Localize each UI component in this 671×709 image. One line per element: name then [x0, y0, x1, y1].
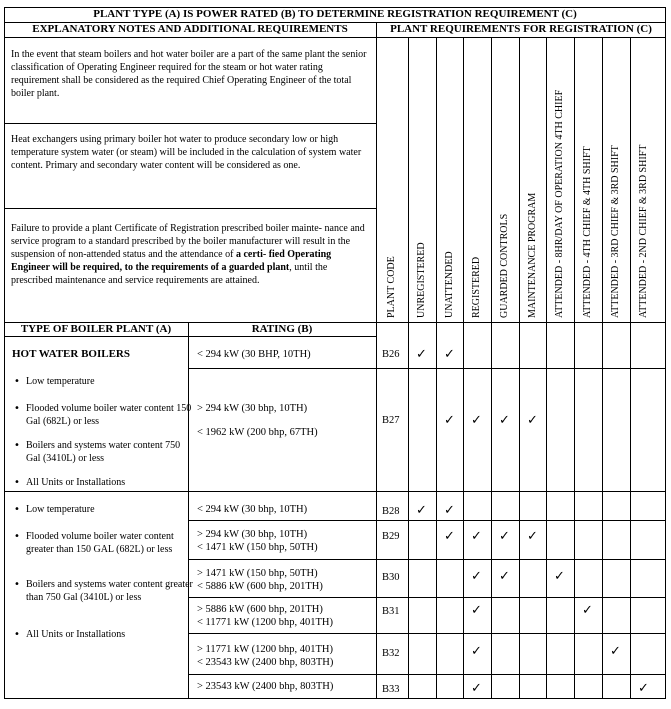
rating-cell: < 1962 kW (200 bhp, 67TH)	[197, 427, 318, 438]
col-guarded-controls: GUARDED CONTROLS	[499, 213, 510, 318]
list-item: • Boilers and systems water content 750 Gal (3410L) or less	[26, 439, 194, 465]
rule	[188, 368, 666, 369]
note-heat-exchangers: Heat exchangers using primary boiler hot water to produce secondary low or high temperature system water (or steam) will be included in the calculation of system water content. Primary and secondary water content will be considered as one.	[11, 134, 362, 171]
check-mark: ✓	[499, 529, 510, 544]
rule	[188, 633, 666, 634]
check-mark: ✓	[499, 569, 510, 584]
check-mark: ✓	[416, 503, 427, 518]
list-item: • Boilers and systems water content greater than 750 Gal (3410L) or less	[26, 578, 194, 604]
section-title: HOT WATER BOILERS	[12, 348, 130, 360]
check-mark: ✓	[499, 413, 510, 428]
check-mark: ✓	[610, 644, 621, 659]
plant-code-cell: B33	[382, 684, 400, 695]
plant-code-cell: B32	[382, 648, 400, 659]
table-border-bottom	[4, 698, 666, 699]
list-item: • Low temperature	[26, 503, 194, 516]
list-item: • All Units or Installations	[26, 628, 194, 641]
rating-cell: > 11771 kW (1200 bhp, 401TH)	[197, 644, 333, 655]
col-maintenance-program: MAINTENANCE PROGRAM	[527, 192, 538, 318]
rule	[188, 597, 666, 598]
right-header: PLANT REQUIREMENTS FOR REGISTRATION (C)	[390, 23, 652, 35]
list-item: • Low temperature	[26, 375, 194, 388]
rule	[188, 520, 666, 521]
rule	[4, 208, 376, 209]
check-mark: ✓	[471, 681, 482, 696]
list-item: • Flooded volume boiler water content greater than 150 GAL (682L) or less	[26, 530, 194, 556]
col-attended-2nd: ATTENDED - 2ND CHIEF & 3RD SHIFT	[638, 144, 649, 318]
check-mark: ✓	[638, 681, 649, 696]
rating-cell: > 1471 kW (150 bhp, 50TH)	[197, 568, 318, 579]
check-mark: ✓	[444, 347, 455, 362]
rating-cell: < 294 kW (30 bhp, 10TH)	[197, 504, 308, 515]
rule	[4, 491, 666, 492]
check-mark: ✓	[527, 413, 538, 428]
col-unregistered: UNREGISTERED	[416, 242, 427, 318]
rule	[188, 674, 666, 675]
left-header: EXPLANATORY NOTES AND ADDITIONAL REQUIREMENTS	[32, 23, 348, 35]
check-mark: ✓	[416, 347, 427, 362]
plant-code-cell: B28	[382, 506, 400, 517]
check-mark: ✓	[554, 569, 565, 584]
rating-cell: > 294 kW (30 bhp, 10TH)	[197, 529, 308, 540]
rating-cell: > 5886 kW (600 bhp, 201TH)	[197, 604, 323, 615]
rating-cell: > 294 kW (30 bhp, 10TH)	[197, 403, 308, 414]
rating-cell: < 11771 kW (1200 bhp, 401TH)	[197, 617, 333, 628]
col-attended-4th: ATTENDED - 4TH CHIEF & 4TH SHIFT	[582, 146, 593, 318]
plant-code-cell: B30	[382, 572, 400, 583]
list-item: • All Units or Installations	[26, 476, 194, 489]
table-title: PLANT TYPE (A) IS POWER RATED (B) TO DETERMINE REGISTRATION REQUIREMENT (C)	[93, 8, 577, 20]
rule	[188, 559, 666, 560]
rating-cell: > 23543 kW (2400 bhp, 803TH)	[197, 681, 334, 692]
check-mark: ✓	[444, 413, 455, 428]
rating-cell: < 1471 kW (150 bhp, 50TH)	[197, 542, 318, 553]
rating-cell: < 5886 kW (600 bhp, 201TH)	[197, 581, 323, 592]
plant-code-cell: B27	[382, 415, 400, 426]
rule	[4, 336, 376, 337]
check-mark: ✓	[471, 569, 482, 584]
list-item: • Flooded volume boiler water content 150 Gal (682L) or less	[26, 402, 194, 428]
note-maintenance: Failure to provide a plant Certificate of Registration prescribed boiler mainte- nance and service program to a standard prescribed by the boiler manufacturer will result in the suspension of non-attended status and the attendance of a certi- fied Operating Engineer will be required, to the requirements of a guarded plant, until the prescribed maintenance and service requirements are attained.	[11, 223, 365, 286]
col-plant-code: PLANT CODE	[386, 256, 397, 318]
check-mark: ✓	[444, 503, 455, 518]
plant-code-cell: B31	[382, 606, 400, 617]
check-mark: ✓	[471, 413, 482, 428]
col-registered: REGISTERED	[471, 256, 482, 318]
table-border-right	[665, 7, 666, 699]
col-unattended: UNATTENDED	[444, 251, 455, 318]
check-mark: ✓	[527, 529, 538, 544]
table-border-left	[4, 7, 5, 699]
type-header: TYPE OF BOILER PLANT (A)	[20, 323, 172, 335]
check-mark: ✓	[582, 603, 593, 618]
check-mark: ✓	[471, 603, 482, 618]
check-mark: ✓	[471, 529, 482, 544]
check-mark: ✓	[444, 529, 455, 544]
col-attended-3rd: ATTENDED - 3RD CHIEF & 3RD SHIFT	[610, 145, 621, 318]
plant-code-cell: B26	[382, 349, 400, 360]
note-steam-hot-water: In the event that steam boilers and hot water boiler are a part of the same plant the senior classification of Operating Engineer required for the steam or hot water rating requirement shall be considered as the required Chief Operating Engineer of the total boiler plant.	[11, 49, 367, 99]
check-mark: ✓	[471, 644, 482, 659]
rating-header: RATING (B)	[251, 323, 313, 335]
rule	[4, 123, 376, 124]
plant-code-cell: B29	[382, 531, 400, 542]
rating-cell: < 294 kW (30 BHP, 10TH)	[197, 349, 311, 360]
rule	[4, 37, 666, 38]
rating-cell: < 23543 kW (2400 bhp, 803TH)	[197, 657, 334, 668]
col-attended-8hr: ATTENDED - 8HR/DAY OF OPERATION 4TH CHIEF	[554, 89, 565, 318]
